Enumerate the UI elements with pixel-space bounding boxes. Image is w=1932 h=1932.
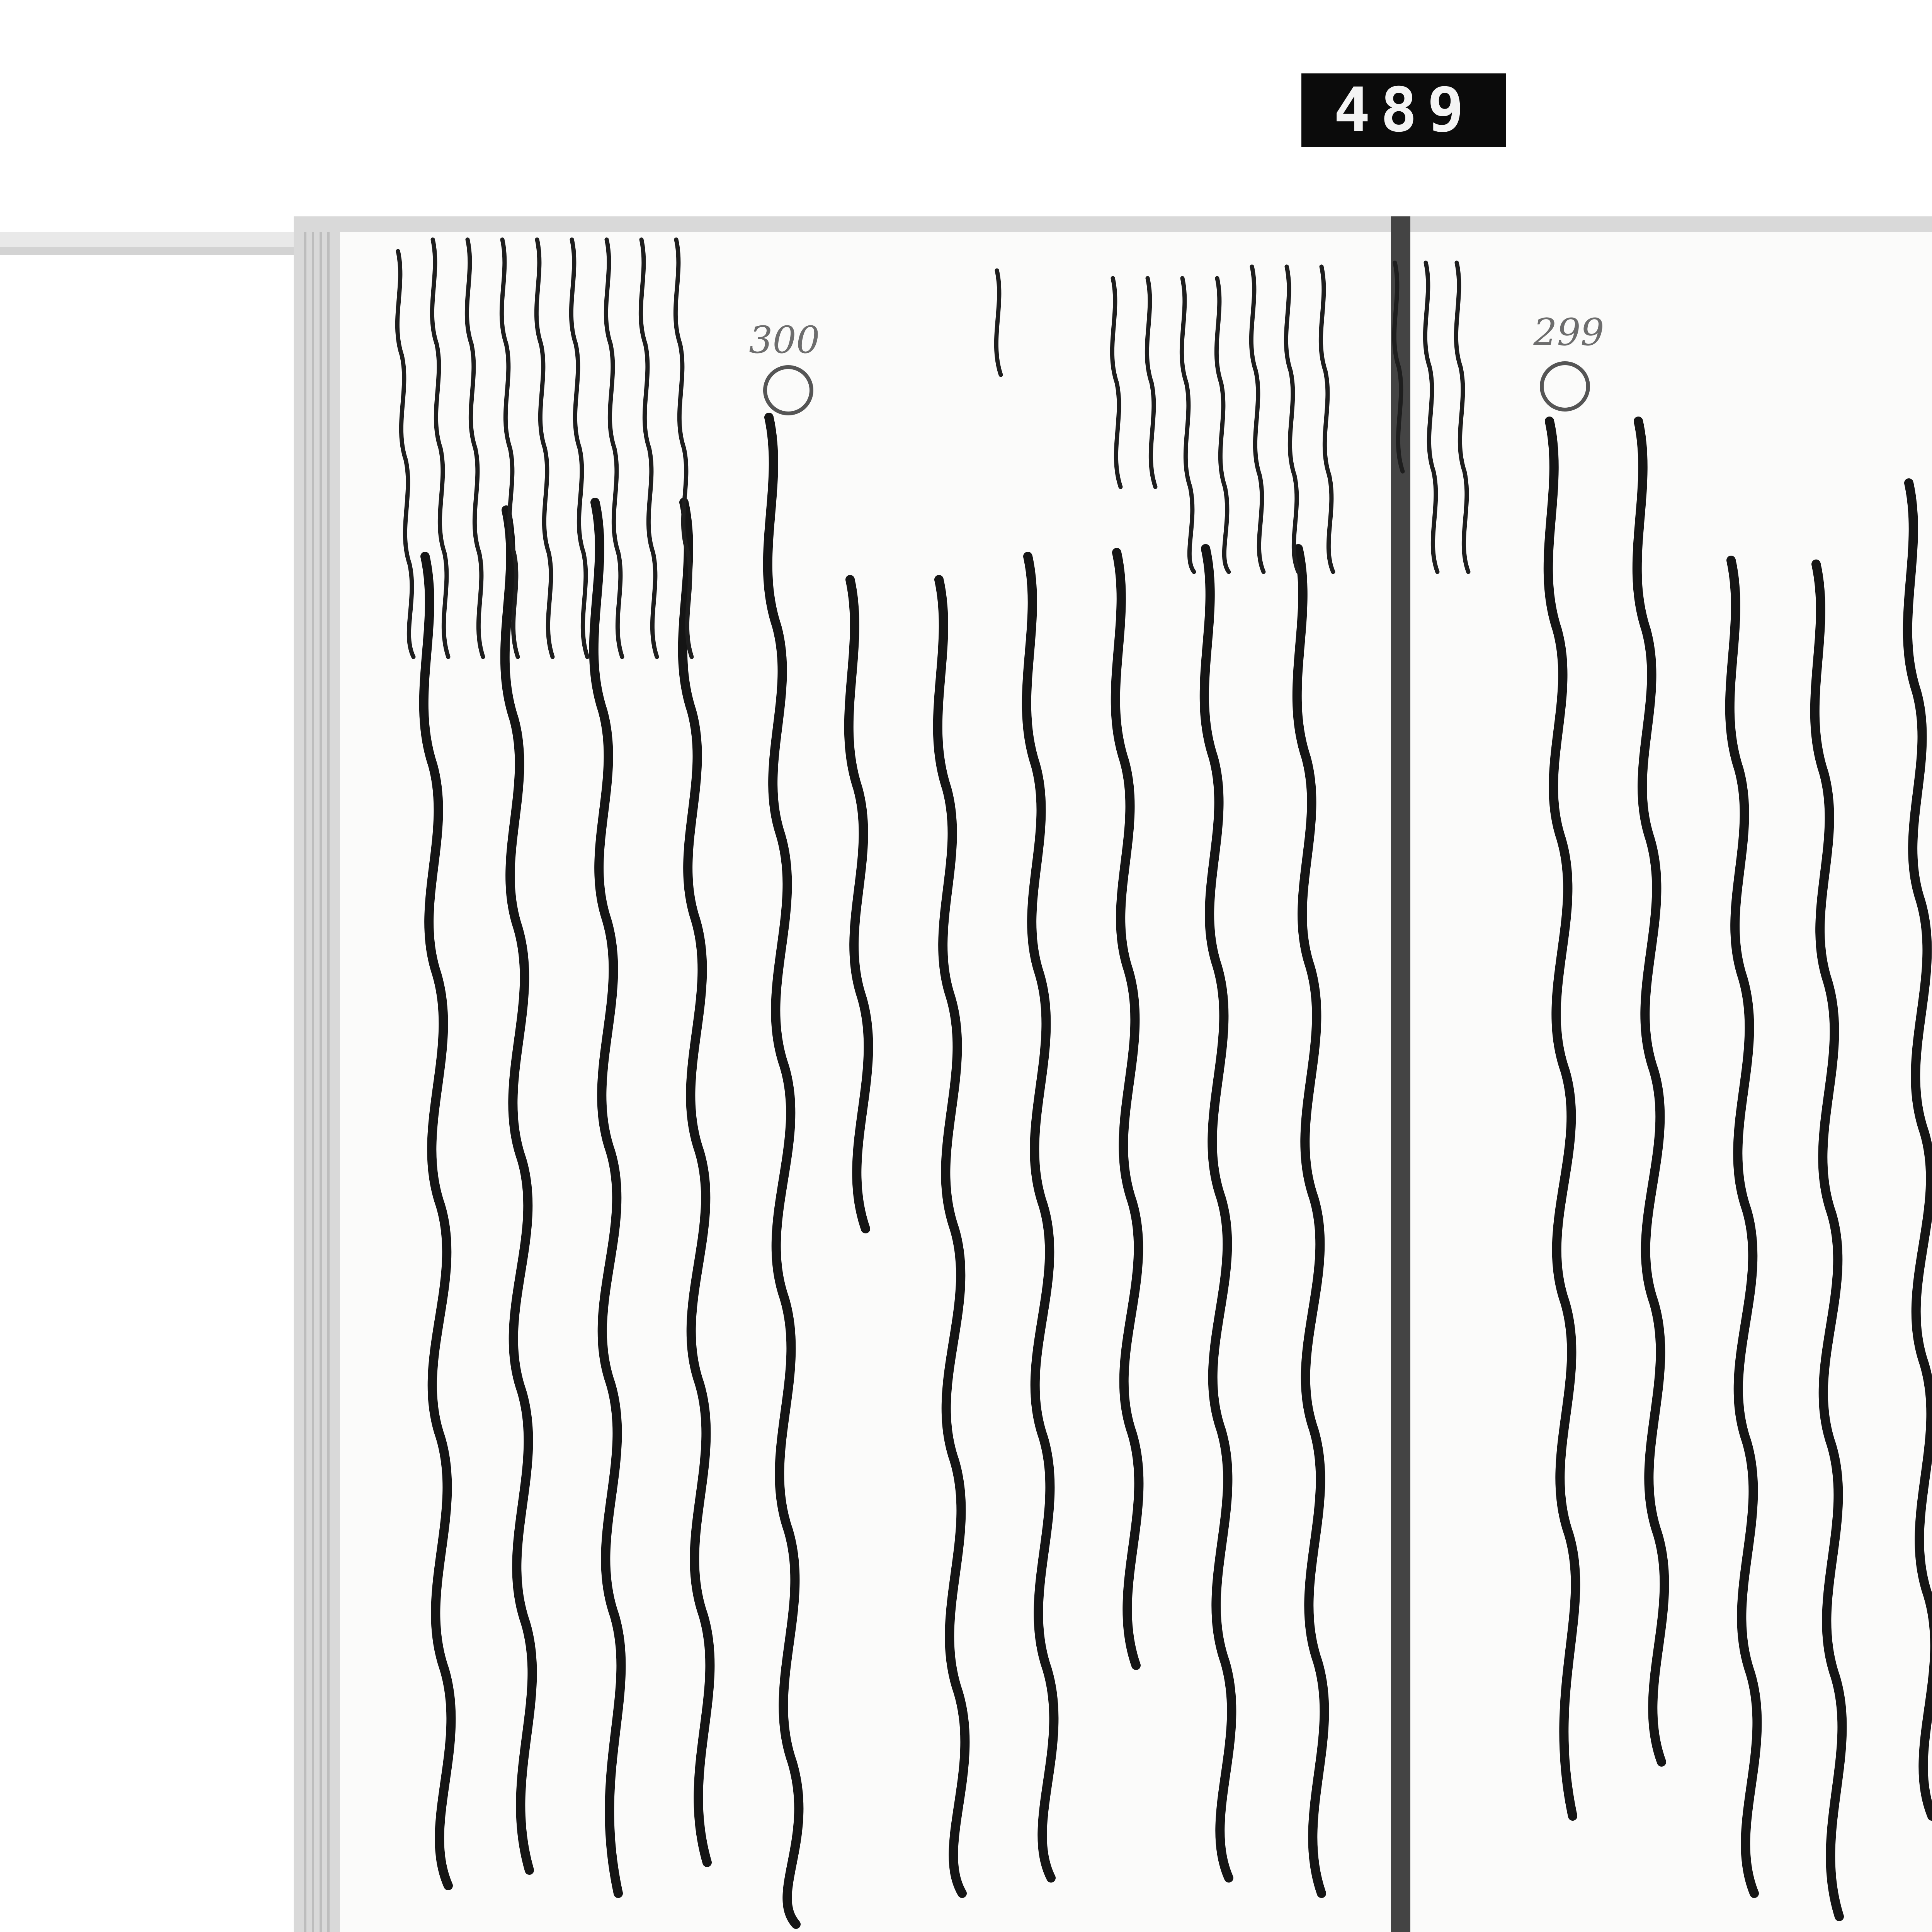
right-page	[1410, 232, 1932, 1932]
frame-number-label: 489	[1301, 73, 1506, 147]
page-number-right-upper: 299	[1533, 311, 1604, 354]
gutter	[1391, 216, 1410, 1932]
page-number-left: 300	[749, 318, 820, 362]
